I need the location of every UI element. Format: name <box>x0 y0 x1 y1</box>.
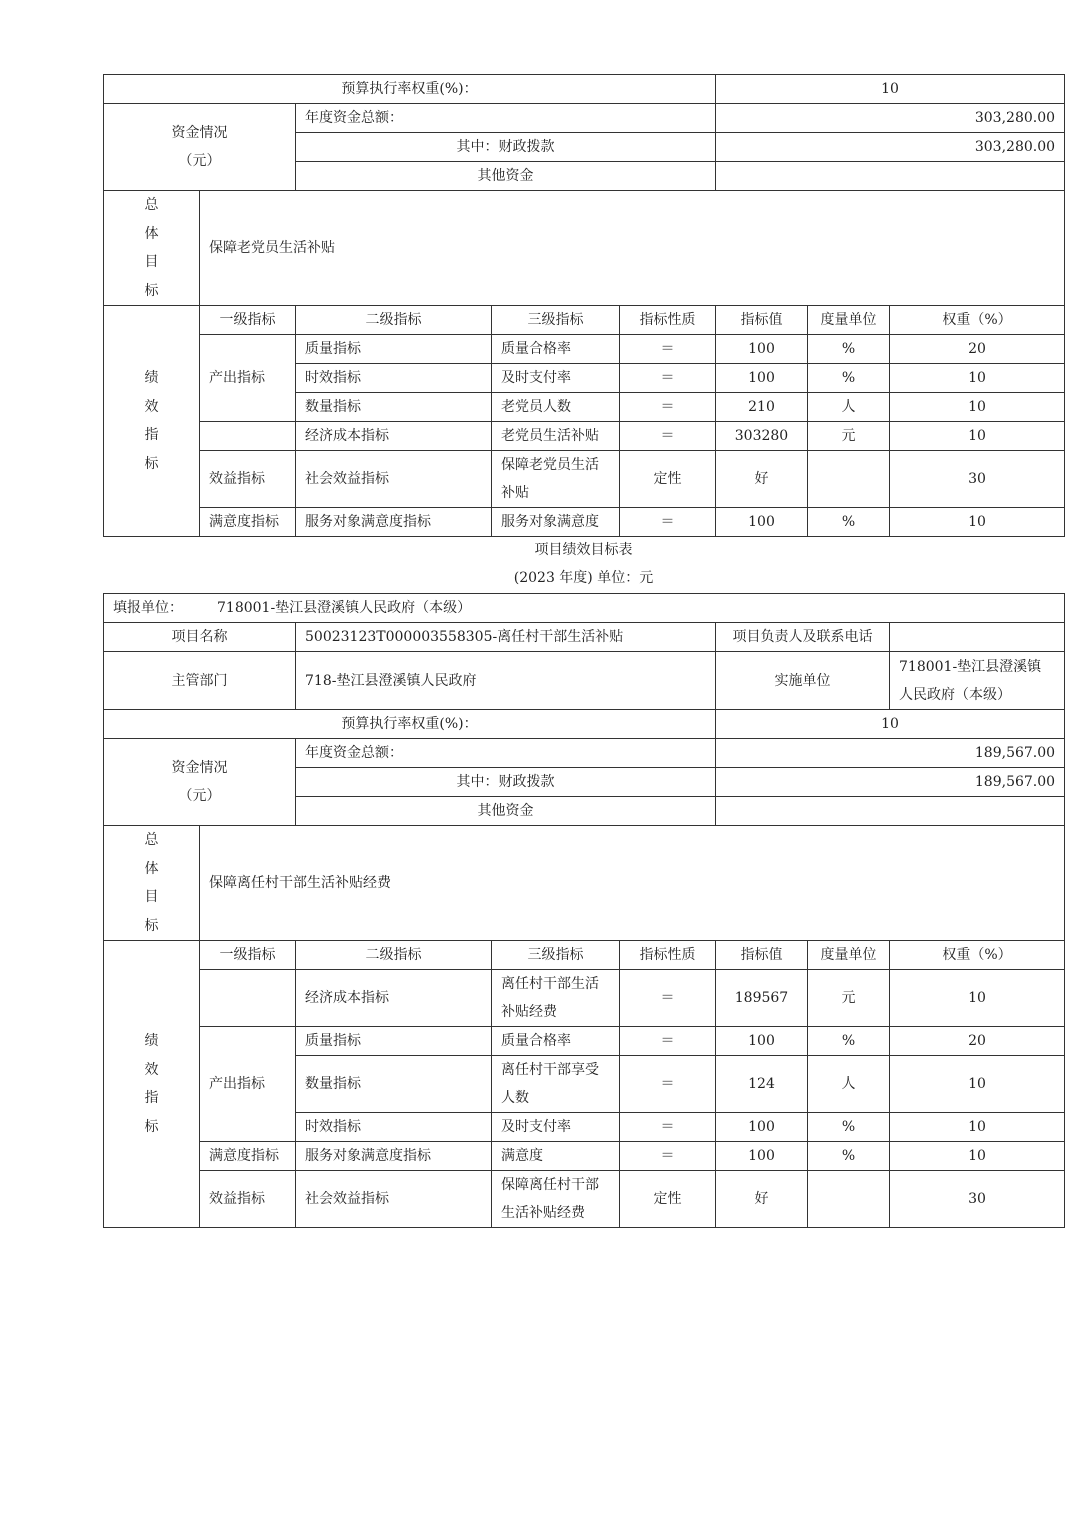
value-cell: 好 <box>716 1171 808 1228</box>
contact-label: 项目负责人及联系电话 <box>716 623 890 652</box>
table-row <box>104 1171 1065 1228</box>
overall-goal-text: 保障离任村干部生活补贴经费 <box>200 826 1065 941</box>
value-cell: 100 <box>716 364 808 393</box>
table-row <box>104 1027 1065 1056</box>
fund-label-line2: （元） <box>178 153 221 169</box>
unit-cell: % <box>808 1113 890 1142</box>
level3-cell: 满意度 <box>492 1142 620 1171</box>
nature-cell: ＝ <box>620 364 716 393</box>
level3-cell: 老党员人数 <box>492 393 620 422</box>
level1-cell: 满意度指标 <box>200 1142 296 1171</box>
weight-cell: 30 <box>890 1171 1065 1228</box>
value-cell: 303280 <box>716 422 808 451</box>
level1-cell <box>200 422 296 451</box>
value-cell: 100 <box>716 335 808 364</box>
weight-cell: 10 <box>890 422 1065 451</box>
nature-cell: ＝ <box>620 508 716 537</box>
project-name-value: 50023123T000003558305-离任村干部生活补贴 <box>296 623 716 652</box>
overall-goal-text: 保障老党员生活补贴 <box>200 191 1065 306</box>
annual-total-label: 年度资金总额： <box>296 739 716 768</box>
weight-cell: 30 <box>890 451 1065 508</box>
dept-label: 主管部门 <box>104 652 296 710</box>
table-title: 项目绩效目标表 <box>534 542 633 558</box>
performance-table-2 <box>103 593 1065 1228</box>
weight-cell: 10 <box>890 364 1065 393</box>
nature-cell: ＝ <box>620 1142 716 1171</box>
nature-cell: ＝ <box>620 422 716 451</box>
header-level3: 三级指标 <box>492 941 620 970</box>
level2-cell: 服务对象满意度指标 <box>296 508 492 537</box>
unit-cell: % <box>808 1027 890 1056</box>
nature-cell: ＝ <box>620 970 716 1027</box>
level2-cell: 经济成本指标 <box>296 422 492 451</box>
header-level1: 一级指标 <box>200 306 296 335</box>
value-cell: 210 <box>716 393 808 422</box>
level3-cell: 离任村干部享受人数 <box>492 1056 620 1113</box>
value-cell: 100 <box>716 1113 808 1142</box>
table-row <box>104 451 1065 508</box>
weight-cell: 20 <box>890 1027 1065 1056</box>
unit-cell <box>808 451 890 508</box>
table-row <box>104 1142 1065 1171</box>
budget-weight-label: 预算执行率权重(%)： <box>104 710 716 739</box>
level3-cell: 质量合格率 <box>492 335 620 364</box>
value-cell: 100 <box>716 1027 808 1056</box>
level2-cell: 质量指标 <box>296 335 492 364</box>
unit-cell: % <box>808 335 890 364</box>
unit-cell: % <box>808 1142 890 1171</box>
filler-unit-label: 填报单位： <box>113 600 183 616</box>
impl-unit-value: 718001-垫江县澄溪镇人民政府（本级） <box>890 652 1065 710</box>
level3-cell: 及时支付率 <box>492 1113 620 1142</box>
value-cell: 124 <box>716 1056 808 1113</box>
level1-cell: 效益指标 <box>200 1171 296 1228</box>
level3-cell: 质量合格率 <box>492 1027 620 1056</box>
unit-cell <box>808 1171 890 1228</box>
level1-cell: 产出指标 <box>200 1027 296 1142</box>
overall-goal-label: 总 体 目 标 <box>104 826 200 941</box>
fund-label-line1: 资金情况 <box>171 760 228 776</box>
level2-cell: 经济成本指标 <box>296 970 492 1027</box>
contact-value <box>890 623 1065 652</box>
table-row <box>104 970 1065 1027</box>
table-row <box>104 422 1065 451</box>
annual-total-label: 年度资金总额： <box>296 104 716 133</box>
budget-weight-value: 10 <box>716 710 1065 739</box>
level3-cell: 老党员生活补贴 <box>492 422 620 451</box>
filler-unit <box>104 594 1065 623</box>
value-cell: 100 <box>716 508 808 537</box>
unit-cell: 元 <box>808 422 890 451</box>
nature-cell: 定性 <box>620 451 716 508</box>
nature-cell: 定性 <box>620 1171 716 1228</box>
weight-cell: 10 <box>890 1056 1065 1113</box>
annual-total-value: 189,567.00 <box>716 739 1065 768</box>
level1-cell <box>200 970 296 1027</box>
filler-unit-value: 718001-垫江县澄溪镇人民政府（本级） <box>217 600 472 616</box>
nature-cell: ＝ <box>620 1056 716 1113</box>
level3-cell: 保障老党员生活补贴 <box>492 451 620 508</box>
level3-cell: 离任村干部生活补贴经费 <box>492 970 620 1027</box>
nature-cell: ＝ <box>620 1027 716 1056</box>
weight-cell: 10 <box>890 970 1065 1027</box>
level2-cell: 服务对象满意度指标 <box>296 1142 492 1171</box>
level1-cell: 满意度指标 <box>200 508 296 537</box>
level2-cell: 质量指标 <box>296 1027 492 1056</box>
header-weight: 权重（%） <box>890 306 1065 335</box>
header-value: 指标值 <box>716 941 808 970</box>
budget-weight-value: 10 <box>716 75 1065 104</box>
level2-cell: 数量指标 <box>296 393 492 422</box>
overall-goal-label: 总 体 目 标 <box>104 191 200 306</box>
level3-cell: 服务对象满意度 <box>492 508 620 537</box>
level2-cell: 社会效益指标 <box>296 451 492 508</box>
weight-cell: 10 <box>890 1142 1065 1171</box>
level3-cell: 及时支付率 <box>492 364 620 393</box>
weight-cell: 20 <box>890 335 1065 364</box>
other-funds-value <box>716 797 1065 826</box>
level3-cell: 保障离任村干部生活补贴经费 <box>492 1171 620 1228</box>
other-funds-value <box>716 162 1065 191</box>
performance-indicator-label: 绩 效 指 标 <box>104 941 200 1228</box>
level2-cell: 时效指标 <box>296 1113 492 1142</box>
header-unit: 度量单位 <box>808 306 890 335</box>
weight-cell: 10 <box>890 508 1065 537</box>
fund-label <box>104 739 296 826</box>
unit-cell: 人 <box>808 1056 890 1113</box>
performance-indicator-label: 绩 效 指 标 <box>104 306 200 537</box>
table-subtitle: (2023 年度) 单位：元 <box>513 570 654 586</box>
nature-cell: ＝ <box>620 393 716 422</box>
header-level3: 三级指标 <box>492 306 620 335</box>
value-cell: 好 <box>716 451 808 508</box>
header-unit: 度量单位 <box>808 941 890 970</box>
level1-cell: 效益指标 <box>200 451 296 508</box>
header-level2: 二级指标 <box>296 941 492 970</box>
project-name-label: 项目名称 <box>104 623 296 652</box>
table-row <box>104 335 1065 364</box>
unit-cell: 人 <box>808 393 890 422</box>
header-value: 指标值 <box>716 306 808 335</box>
dept-value: 718-垫江县澄溪镇人民政府 <box>296 652 716 710</box>
nature-cell: ＝ <box>620 335 716 364</box>
budget-weight-label: 预算执行率权重(%)： <box>104 75 716 104</box>
fiscal-label: 其中：财政拨款 <box>296 768 716 797</box>
fund-label <box>104 104 296 191</box>
nature-cell: ＝ <box>620 1113 716 1142</box>
impl-unit-label: 实施单位 <box>716 652 890 710</box>
fiscal-label: 其中：财政拨款 <box>296 133 716 162</box>
level2-cell: 数量指标 <box>296 1056 492 1113</box>
performance-table-1 <box>103 74 1065 537</box>
header-nature: 指标性质 <box>620 941 716 970</box>
weight-cell: 10 <box>890 393 1065 422</box>
table-row <box>104 508 1065 537</box>
level1-cell: 产出指标 <box>200 335 296 422</box>
fiscal-value: 189,567.00 <box>716 768 1065 797</box>
fiscal-value: 303,280.00 <box>716 133 1065 162</box>
header-level1: 一级指标 <box>200 941 296 970</box>
value-cell: 100 <box>716 1142 808 1171</box>
unit-cell: 元 <box>808 970 890 1027</box>
fund-label-line1: 资金情况 <box>171 125 228 141</box>
header-level2: 二级指标 <box>296 306 492 335</box>
header-weight: 权重（%） <box>890 941 1065 970</box>
fund-label-line2: （元） <box>178 788 221 804</box>
level2-cell: 时效指标 <box>296 364 492 393</box>
other-funds-label: 其他资金 <box>296 797 716 826</box>
unit-cell: % <box>808 364 890 393</box>
other-funds-label: 其他资金 <box>296 162 716 191</box>
header-nature: 指标性质 <box>620 306 716 335</box>
weight-cell: 10 <box>890 1113 1065 1142</box>
annual-total-value: 303,280.00 <box>716 104 1065 133</box>
value-cell: 189567 <box>716 970 808 1027</box>
level2-cell: 社会效益指标 <box>296 1171 492 1228</box>
unit-cell: % <box>808 508 890 537</box>
